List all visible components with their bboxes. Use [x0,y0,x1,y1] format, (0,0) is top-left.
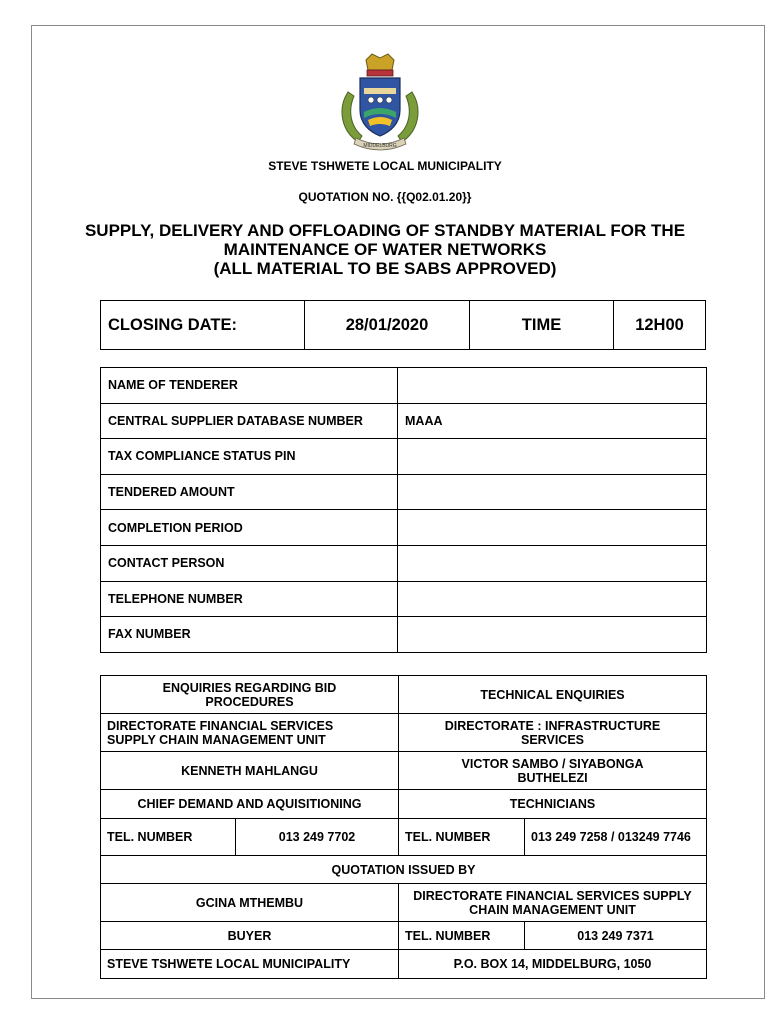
table-row [101,790,707,819]
table-row [101,545,707,581]
issuer-name: GCINA MTHEMBU [101,884,399,922]
closing-time-value: 12H00 [614,301,706,350]
completion-period-label: COMPLETION PERIOD [101,510,398,546]
technical-contact-role: TECHNICIANS [399,790,707,819]
closing-date-label: CLOSING DATE: [101,301,305,350]
table-row [101,368,707,404]
title-line-1: SUPPLY, DELIVERY AND OFFLOADING OF STANDBY MATERIAL FOR THE [84,221,686,240]
table-row [101,439,707,475]
municipal-crest-logo [334,52,426,152]
technical-enquiries-header: TECHNICAL ENQUIRIES [399,676,707,714]
tax-pin-label: TAX COMPLIANCE STATUS PIN [101,439,398,475]
tenderer-info-table [100,367,707,653]
contact-person-label: CONTACT PERSON [101,545,398,581]
table-row [101,581,707,617]
title-line-2: MAINTENANCE OF WATER NETWORKS [223,240,547,259]
issuer-tel-number: 013 249 7371 [525,922,707,950]
bid-enquiries-header: ENQUIRIES REGARDING BID PROCEDURES [101,676,399,714]
tenderer-name-label: NAME OF TENDERER [101,368,398,404]
tendered-amount-field[interactable] [398,474,707,510]
table-row [101,676,707,714]
tax-pin-field[interactable] [398,439,707,475]
issuer-tel-label: TEL. NUMBER [399,922,525,950]
csd-number-field[interactable]: MAAA [398,403,707,439]
table-row [101,856,707,884]
closing-date-value: 28/01/2020 [305,301,470,350]
closing-date-table [100,300,706,350]
table-row [101,922,707,950]
table-row [101,403,707,439]
bid-directorate: DIRECTORATE FINANCIAL SERVICES SUPPLY CHAIN MANAGEMENT UNIT [101,714,399,752]
tech-tel-label: TEL. NUMBER [399,819,525,856]
telephone-number-label: TELEPHONE NUMBER [101,581,398,617]
telephone-number-field[interactable] [398,581,707,617]
tenderer-name-field[interactable] [398,368,707,404]
completion-period-field[interactable] [398,510,707,546]
title-line-3: (ALL MATERIAL TO BE SABS APPROVED) [213,259,557,278]
tendered-amount-label: TENDERED AMOUNT [101,474,398,510]
table-row [101,474,707,510]
technical-directorate: DIRECTORATE : INFRASTRUCTURE SERVICES [399,714,707,752]
issuer-directorate: DIRECTORATE FINANCIAL SERVICES SUPPLY CHAIN MANAGEMENT UNIT [399,884,707,922]
table-row [101,510,707,546]
table-row [101,950,707,979]
table-row [101,819,707,856]
bid-tel-number: 013 249 7702 [236,819,399,856]
table-row [101,714,707,752]
document-title [0,221,770,278]
quotation-issued-by: QUOTATION ISSUED BY [101,856,707,884]
crest-motto: MIDDELBURG [363,143,397,149]
contact-person-field[interactable] [398,545,707,581]
issuer-organisation: STEVE TSHWETE LOCAL MUNICIPALITY [101,950,399,979]
table-row [101,884,707,922]
enquiries-table [100,675,707,979]
municipality-name: STEVE TSHWETE LOCAL MUNICIPALITY [268,159,502,173]
bid-tel-label: TEL. NUMBER [101,819,236,856]
fax-number-label: FAX NUMBER [101,617,398,653]
technical-contact-names: VICTOR SAMBO / SIYABONGA BUTHELEZI [399,752,707,790]
quotation-number: QUOTATION NO. {{Q02.01.20}} [298,190,472,204]
bid-contact-role: CHIEF DEMAND AND AQUISITIONING [101,790,399,819]
fax-number-field[interactable] [398,617,707,653]
tech-tel-number: 013 249 7258 / 013249 7746 [525,819,707,856]
closing-time-label: TIME [470,301,614,350]
table-row [101,617,707,653]
csd-number-label: CENTRAL SUPPLIER DATABASE NUMBER [101,403,398,439]
issuer-postal-address: P.O. BOX 14, MIDDELBURG, 1050 [399,950,707,979]
issuer-role: BUYER [101,922,399,950]
bid-contact-name: KENNETH MAHLANGU [101,752,399,790]
table-row [101,752,707,790]
